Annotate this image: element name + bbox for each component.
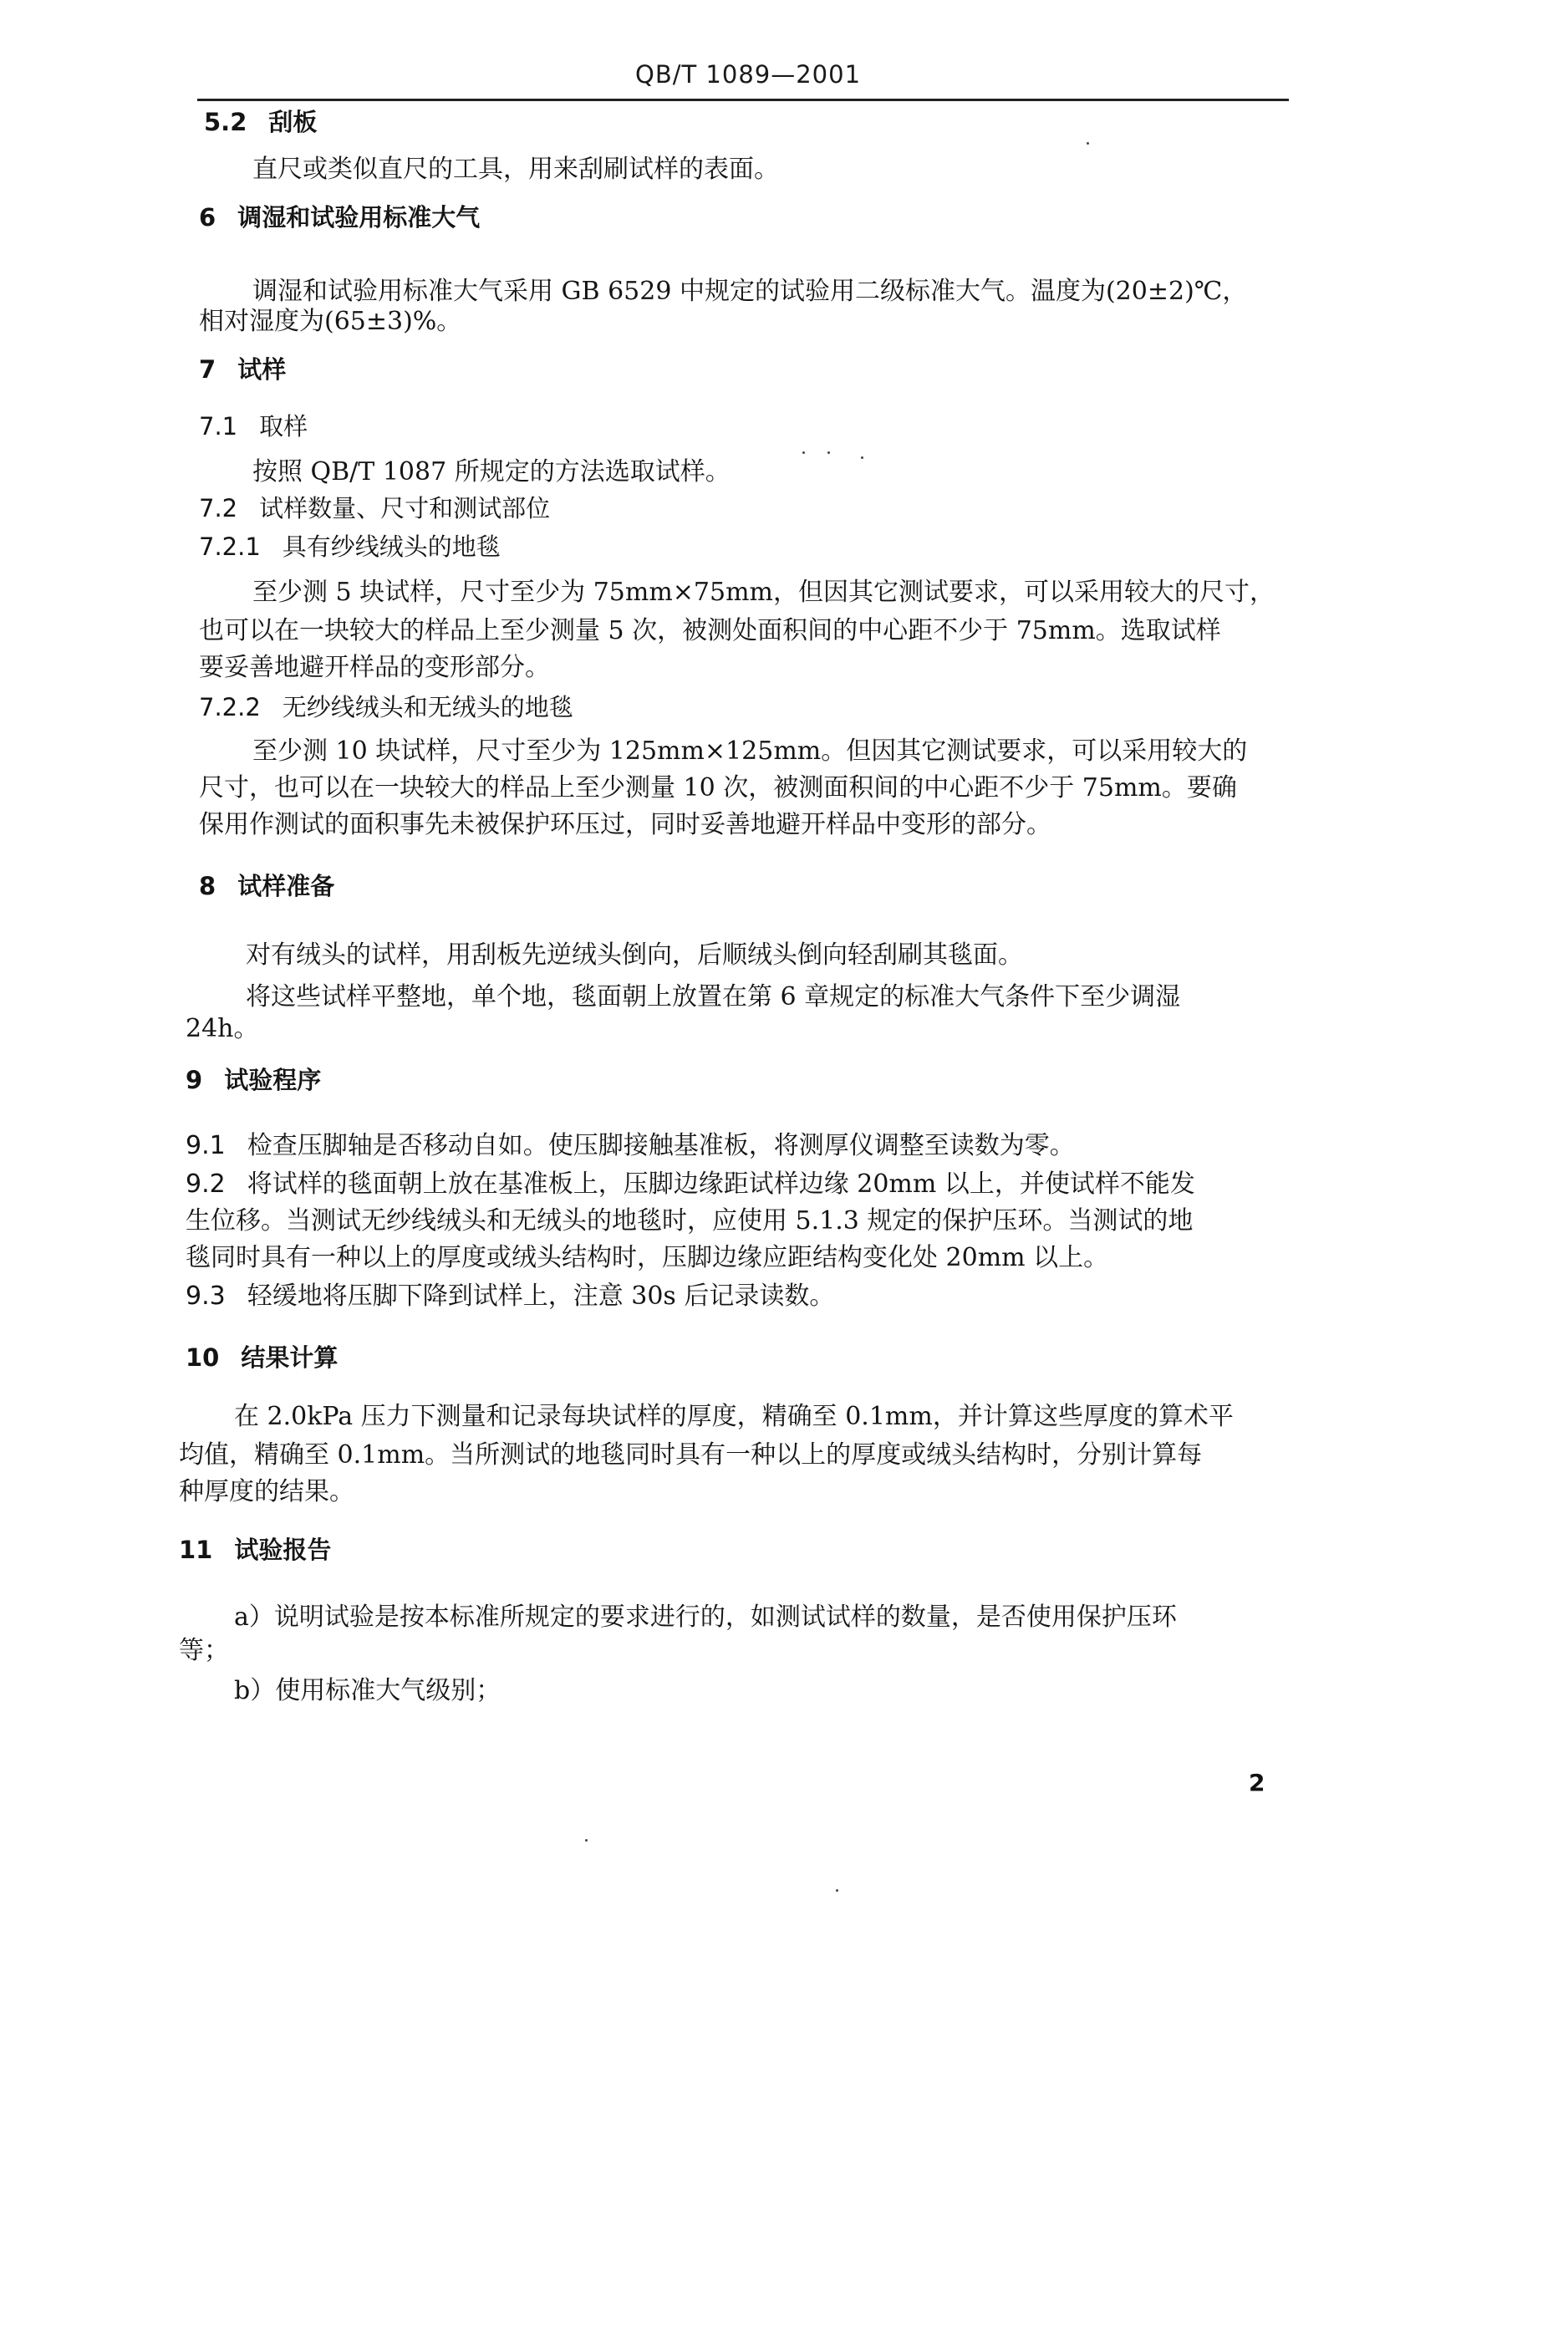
scan-speck bbox=[1087, 142, 1089, 145]
section-8-line-2: 将这些试样平整地，单个地，毯面朝上放置在第 6 章规定的标准大气条件下至少调湿 bbox=[246, 982, 1181, 1011]
section-11-item-a-line-2: 等； bbox=[179, 1636, 229, 1665]
scan-speck bbox=[827, 451, 830, 454]
section-7-1-text: 按照 QB/T 1087 所规定的方法选取试样。 bbox=[252, 457, 731, 487]
section-5-2-heading bbox=[204, 110, 317, 135]
section-11-heading bbox=[179, 1538, 331, 1562]
section-7-2-2-line-3: 保用作测试的面积事先未被保护环压过，同时妥善地避开样品中变形的部分。 bbox=[199, 810, 1051, 839]
header-rule bbox=[197, 99, 1289, 101]
section-title: 试样数量、尺寸和测试部位 bbox=[259, 494, 551, 522]
section-9-3-text: 轻缓地将压脚下降到试样上，注意 30s 后记录读数。 bbox=[247, 1282, 835, 1311]
section-number: 6 bbox=[199, 203, 216, 232]
section-number: 11 bbox=[179, 1536, 213, 1564]
scan-speck bbox=[802, 451, 805, 454]
section-9-2-line-3: 毯同时具有一种以上的厚度或绒头结构时，压脚边缘应距结构变化处 20mm 以上。 bbox=[186, 1243, 1109, 1272]
section-6-heading bbox=[199, 203, 481, 232]
section-title: 试样 bbox=[237, 355, 287, 384]
section-9-heading bbox=[186, 1068, 321, 1093]
section-7-2-2-line-2: 尺寸，也可以在一块较大的样品上至少测量 10 次，被测面积间的中心距不少于 75mm。要确 bbox=[199, 773, 1237, 803]
section-9-3 bbox=[186, 1284, 834, 1309]
section-11-item-b: b）使用标准大气级别； bbox=[234, 1676, 501, 1705]
section-title: 结果计算 bbox=[241, 1343, 339, 1372]
section-number: 5.2 bbox=[204, 108, 247, 136]
section-7-2-2-heading bbox=[199, 693, 573, 721]
section-title: 试样准备 bbox=[237, 872, 335, 900]
section-9-2-line-1 bbox=[186, 1169, 1195, 1199]
section-8-line-1: 对有绒头的试样，用刮板先逆绒头倒向，后顺绒头倒向轻刮刷其毯面。 bbox=[246, 940, 1023, 970]
section-title: 试验报告 bbox=[234, 1536, 332, 1564]
section-8-line-3: 24h。 bbox=[186, 1014, 259, 1043]
scan-speck bbox=[585, 1839, 588, 1842]
section-number: 9 bbox=[186, 1066, 203, 1094]
section-number: 10 bbox=[186, 1343, 220, 1372]
section-9-2-text: 将试样的毯面朝上放在基准板上，压脚边缘距试样边缘 20mm 以上，并使试样不能发 bbox=[247, 1169, 1195, 1199]
section-7-heading bbox=[199, 355, 287, 384]
section-title: 具有纱线绒头的地毯 bbox=[282, 532, 501, 561]
section-7-2-1-line-2: 也可以在一块较大的样品上至少测量 5 次，被测处面积间的中心距不少于 75mm。选取试样 bbox=[199, 616, 1221, 645]
page-number: 2 bbox=[1249, 1769, 1265, 1796]
section-6-line-1: 调湿和试验用标准大气采用 GB 6529 中规定的试验用二级标准大气。温度为(20±2)℃， bbox=[252, 277, 1248, 306]
section-number: 7 bbox=[199, 355, 216, 384]
section-title: 调湿和试验用标准大气 bbox=[237, 203, 481, 232]
standard-code-header: QB/T 1089—2001 bbox=[635, 60, 862, 89]
section-10-line-1: 在 2.0kPa 压力下测量和记录每块试样的厚度，精确至 0.1mm，并计算这些厚度的算术平 bbox=[234, 1402, 1234, 1431]
section-number: 9.3 bbox=[186, 1282, 226, 1311]
section-7-2-2-line-1: 至少测 10 块试样，尺寸至少为 125mm×125mm。但因其它测试要求，可以采用较大的 bbox=[252, 736, 1248, 766]
section-number: 9.2 bbox=[186, 1169, 226, 1199]
section-number: 9.1 bbox=[186, 1131, 226, 1160]
section-8-heading bbox=[199, 874, 334, 899]
section-10-heading bbox=[186, 1343, 339, 1372]
section-title: 无纱线绒头和无绒头的地毯 bbox=[282, 693, 573, 721]
section-7-1-heading bbox=[199, 412, 308, 441]
section-title: 刮板 bbox=[268, 108, 318, 136]
section-title: 试验程序 bbox=[224, 1066, 322, 1094]
scan-speck bbox=[861, 456, 863, 459]
section-10-line-2: 均值，精确至 0.1mm。当所测试的地毯同时具有一种以上的厚度或绒头结构时，分别计算每 bbox=[179, 1440, 1203, 1470]
section-number: 8 bbox=[199, 872, 216, 900]
section-number: 7.2.2 bbox=[199, 693, 261, 721]
section-9-1-text: 检查压脚轴是否移动自如。使压脚接触基准板，将测厚仪调整至读数为零。 bbox=[247, 1131, 1075, 1160]
section-number: 7.1 bbox=[199, 412, 238, 441]
section-10-line-3: 种厚度的结果。 bbox=[179, 1477, 354, 1506]
section-7-2-1-line-3: 要妥善地避开样品的变形部分。 bbox=[199, 653, 550, 682]
section-number: 7.2 bbox=[199, 494, 238, 522]
section-9-2-line-2: 生位移。当测试无纱线绒头和无绒头的地毯时，应使用 5.1.3 规定的保护压环。当测试的地 bbox=[186, 1206, 1194, 1236]
section-5-2-text: 直尺或类似直尺的工具，用来刮刷试样的表面。 bbox=[252, 155, 779, 184]
section-9-1 bbox=[186, 1131, 1075, 1160]
scan-speck bbox=[836, 1889, 838, 1892]
section-title: 取样 bbox=[259, 412, 308, 441]
section-6-line-2: 相对湿度为(65±3)%。 bbox=[199, 307, 462, 336]
section-11-item-a-line-1: a）说明试验是按本标准所规定的要求进行的，如测试试样的数量，是否使用保护压环 bbox=[234, 1603, 1177, 1632]
section-7-2-1-heading bbox=[199, 532, 501, 561]
section-number: 7.2.1 bbox=[199, 532, 261, 561]
section-7-2-1-line-1: 至少测 5 块试样，尺寸至少为 75mm×75mm，但因其它测试要求，可以采用较大的尺寸， bbox=[252, 578, 1275, 607]
section-7-2-heading bbox=[199, 494, 551, 522]
